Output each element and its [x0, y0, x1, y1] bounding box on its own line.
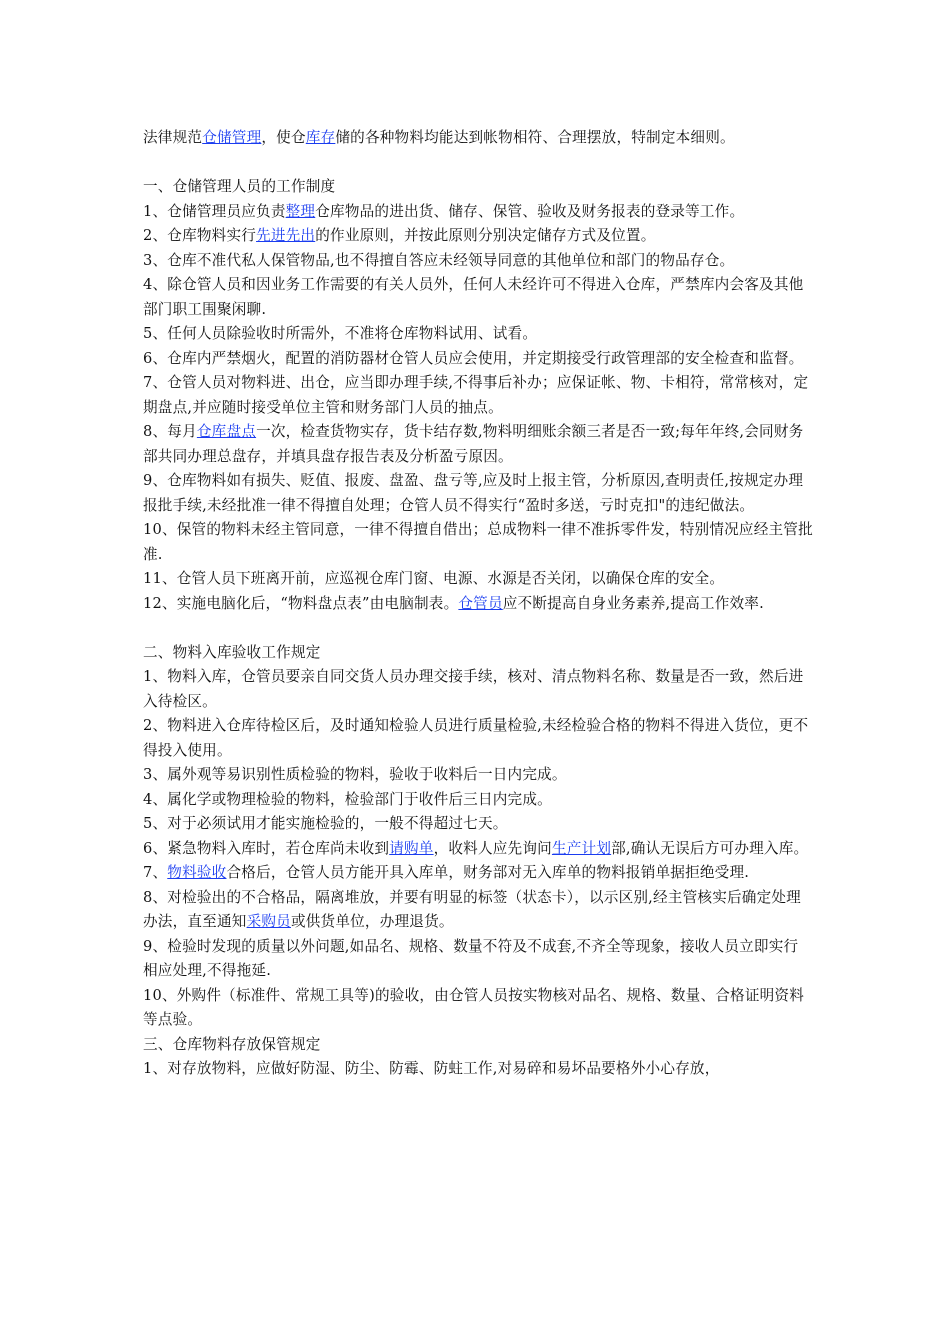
text-run: 二、物料入库验收工作规定: [143, 643, 321, 661]
text-run: 7、: [143, 864, 168, 881]
text-run: 仓库物品的进出货、储存、保管、验收及财务报表的登录等工作。: [315, 202, 745, 220]
text-run: 三、仓库物料存放保管规定: [143, 1035, 321, 1053]
paragraph: [143, 420, 813, 469]
paragraph: [143, 518, 813, 567]
paragraph: [143, 567, 813, 592]
text-run: 5、对于必须试用才能实施检验的，一般不得超过七天。: [143, 815, 508, 832]
hyperlink[interactable]: 库存: [305, 129, 336, 146]
text-run: 或供货单位，办理退货。: [290, 913, 454, 930]
text-run: 9、检验时发现的质量以外问题,如品名、规格、数量不符及不成套,不齐全等现象，接收人员立即实行相应处理,不得拖延.: [143, 937, 799, 979]
text-run: 3、属外观等易识别性质检验的物料，验收于收料后一日内完成。: [143, 766, 567, 783]
text-run: 6、紧急物料入库时，若仓库尚未收到: [143, 839, 390, 857]
paragraph: [143, 371, 813, 420]
text-run: 3、仓库不准代私人保管物品,也不得擅自答应未经领导同意的其他单位和部门的物品存仓。: [143, 251, 735, 269]
text-run: 10、外购件（标准件、常规工具等)的验收，由仓管人员按实物核对品名、规格、数量、合格证明资料等点验。: [143, 986, 804, 1028]
paragraph: [143, 273, 813, 322]
text-run: 合格后，仓管人员方能开具入库单，财务部对无入库单的物料报销单据拒绝受理.: [226, 864, 750, 881]
paragraph: [143, 984, 813, 1033]
hyperlink[interactable]: 整理: [285, 202, 316, 220]
paragraph: [143, 1057, 813, 1082]
text-run: 储的各种物料均能达到帐物相符、合理摆放，特制定本细则。: [335, 129, 735, 146]
hyperlink[interactable]: 仓储管理: [202, 129, 262, 146]
paragraph: [143, 249, 813, 274]
blank-line: [143, 616, 813, 641]
paragraph: [143, 935, 813, 984]
text-run: 4、属化学或物理检验的物料，检验部门于收件后三日内完成。: [143, 790, 552, 808]
paragraph: [143, 665, 813, 714]
paragraph: [143, 812, 813, 837]
document-body: [143, 126, 813, 1082]
text-run: 的作业原则，并按此原则分别决定储存方式及位置。: [315, 227, 656, 244]
hyperlink[interactable]: 仓库盘点: [196, 423, 257, 440]
hyperlink[interactable]: 采购员: [246, 913, 291, 930]
paragraph: [143, 861, 813, 886]
blank-line: [143, 151, 813, 176]
text-run: 部,确认无误后方可办理入库。: [611, 839, 809, 857]
text-run: 7、仓管人员对物料进、出仓，应当即办理手续,不得事后补办；应保证帐、物、卡相符，常常核对，定期盘点,并应随时接受单位主管和财务部门人员的抽点。: [143, 374, 809, 416]
paragraph: [143, 714, 813, 763]
paragraph: [143, 469, 813, 518]
text-run: 一次，检查货物实存，货卡结存数,物料明细账余额三者是否一致;每年年终,会同财务部共同办理总盘存，并填具盘存报告表及分析盈亏原因。: [143, 423, 804, 465]
hyperlink[interactable]: 请购单: [389, 839, 434, 857]
paragraph: [143, 175, 813, 200]
paragraph: [143, 837, 813, 862]
paragraph: [143, 763, 813, 788]
paragraph: [143, 126, 813, 151]
paragraph: [143, 592, 813, 617]
hyperlink[interactable]: 先进先出: [256, 227, 316, 244]
hyperlink[interactable]: 物料验收: [167, 864, 227, 881]
text-run: 8、对检验出的不合格品，隔离堆放，并要有明显的标签（状态卡），以示区别,经主管核实后确定处理办法，直至通知: [143, 888, 801, 930]
text-run: 9、仓库物料如有损失、贬值、报废、盘盈、盘亏等,应及时上报主管，分析原因,查明责任,按规定办理报批手续,未经批准一律不得擅自处理；仓管人员不得实行“盈时多送，亏时克扣"的违纪做法。: [143, 472, 804, 514]
text-run: 1、对存放物料，应做好防湿、防尘、防霉、防蛀工作,对易碎和易坏品要格外小心存放，: [143, 1060, 720, 1077]
paragraph: [143, 347, 813, 372]
text-run: 11、仓管人员下班离开前，应巡视仓库门窗、电源、水源是否关闭，以确保仓库的安全。: [143, 570, 725, 587]
text-run: 1、物料入库，仓管员要亲自同交货人员办理交接手续，核对、清点物料名称、数量是否一致，然后进入待检区。: [143, 668, 804, 710]
text-run: 6、仓库内严禁烟火，配置的消防器材仓管人员应会使用，并定期接受行政管理部的安全检查和监督。: [143, 349, 804, 367]
paragraph: [143, 886, 813, 935]
text-run: 5、任何人员除验收时所需外，不准将仓库物料试用、试看。: [143, 325, 538, 342]
paragraph: [143, 788, 813, 813]
paragraph: [143, 224, 813, 249]
text-run: 2、仓库物料实行: [143, 227, 257, 244]
text-run: 10、保管的物料未经主管同意，一律不得擅自借出；总成物料一律不准拆零件发，特别情况应经主管批准.: [143, 521, 813, 563]
hyperlink[interactable]: 仓管员: [458, 594, 503, 612]
text-run: 法律规范: [143, 129, 203, 146]
paragraph: [143, 200, 813, 225]
text-run: ，使仓: [261, 129, 306, 146]
text-run: 2、物料进入仓库待检区后，及时通知检验人员进行质量检验,未经检验合格的物料不得进入货位，更不得投入使用。: [143, 717, 809, 759]
text-run: 一、仓储管理人员的工作制度: [143, 178, 336, 195]
hyperlink[interactable]: 生产计划: [551, 839, 612, 857]
paragraph: [143, 1033, 813, 1058]
paragraph: [143, 322, 813, 347]
text-run: 应不断提高自身业务素养,提高工作效率.: [502, 594, 764, 612]
paragraph: [143, 641, 813, 666]
text-run: 8、每月: [143, 423, 197, 440]
text-run: ，收料人应先询问: [433, 839, 552, 857]
text-run: 4、除仓管人员和因业务工作需要的有关人员外，任何人未经许可不得进入仓库，严禁库内会客及其他部门职工围聚闲聊.: [143, 276, 804, 318]
text-run: 12、实施电脑化后，“物料盘点表”由电脑制表。: [143, 594, 459, 612]
text-run: 1、仓储管理员应负责: [143, 202, 286, 220]
